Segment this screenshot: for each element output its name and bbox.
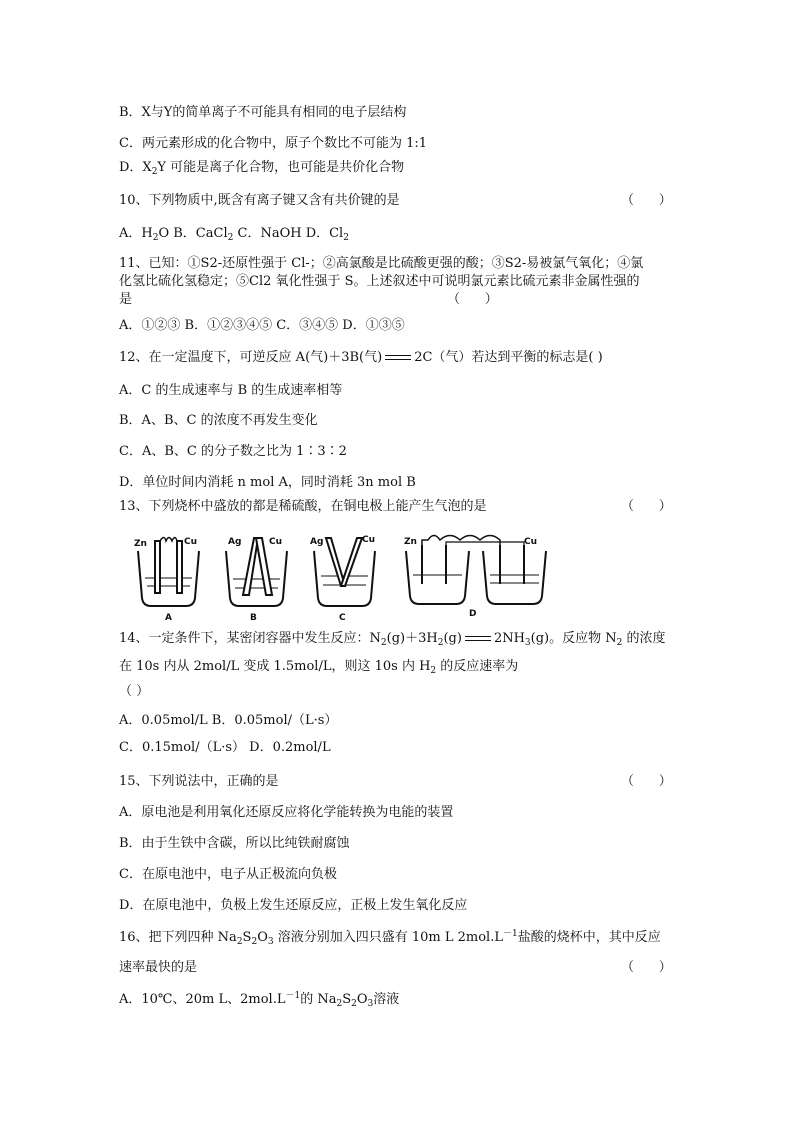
q11-line-1: 11、已知：①S2-还原性强于 Cl-；②高氯酸是比硫酸更强的酸；③S2-易被氯气氧化；④氯 xyxy=(119,256,644,271)
q14-line-1: 14、一定条件下，某密闭容器中发生反应：$N_2(g)+3H_2(g)$ $2NH_3(g)$。反应物 $N_2$ 的浓度 xyxy=(119,631,666,648)
q12-option-d: D．单位时间内消耗 n mol A，同时消耗 3n mol B xyxy=(119,475,416,490)
q10-stem: 10、下列物质中,既含有离子键又含有共价键的是 xyxy=(119,193,400,208)
beaker-d xyxy=(404,536,546,620)
equilibrium-arrow xyxy=(385,354,411,362)
q15-option-a: A．原电池是利用氧化还原反应将化学能转换为电能的装置 xyxy=(119,805,454,820)
q16-answer-blank: （ ） xyxy=(621,960,672,975)
q10-answer-blank: （ ） xyxy=(621,193,672,208)
label-ag-c: Ag xyxy=(310,537,324,547)
label-b: B xyxy=(250,613,257,622)
q14-options-ab: A．0.05mol/L B．0.05mol/（L·s） xyxy=(119,713,338,728)
q16-option-a: A．10℃、20m L、$2mol.L^{-1}$的 $Na_2S_2O_3$溶液 xyxy=(119,991,400,1009)
q12-option-b: B．A、B、C 的浓度不再发生变化 xyxy=(119,413,318,428)
label-cu-a: Cu xyxy=(184,537,198,547)
label-cu-d: Cu xyxy=(524,537,538,547)
q9-option-d: D．$X_2Y$ 可能是离子化合物，也可能是共价化合物 xyxy=(119,160,405,177)
reaction-arrow xyxy=(465,635,491,643)
label-a: A xyxy=(165,613,172,622)
label-c: C xyxy=(339,613,346,622)
beaker-c xyxy=(310,535,375,622)
label-cu-b: Cu xyxy=(269,537,283,547)
label-ag-b: Ag xyxy=(228,537,242,547)
q13-answer-blank: （ ） xyxy=(621,499,672,514)
q16-line-1: 16、把下列四种 $Na_2S_2O_3$ 溶液分别加入四只盛有 10m L $2mol.L^{-1}$盐酸的烧杯中，其中反应 xyxy=(119,929,661,947)
q15-option-d: D．在原电池中，负极上发生还原反应，正极上发生氧化反应 xyxy=(119,898,468,913)
q14-line-2: 在 10s 内从 2mol/L 变成 1.5mol/L，则这 10s 内 $H_2$ 的反应速率为 xyxy=(119,659,519,676)
q16-line-2: 速率最快的是 xyxy=(119,960,198,975)
q15-answer-blank: （ ） xyxy=(621,774,672,789)
q11-options: A．①②③ B．①②③④⑤ C．③④⑤ D．①③⑤ xyxy=(119,318,405,333)
q15-option-b: B．由于生铁中含碳，所以比纯铁耐腐蚀 xyxy=(119,836,350,851)
label-d: D xyxy=(469,609,477,619)
q11-answer-blank: （ ） xyxy=(447,292,498,307)
beaker-a xyxy=(134,537,199,622)
beaker-b xyxy=(226,537,287,622)
q14-options-cd: C．0.15mol/（L·s） D．0.2mol/L xyxy=(119,740,331,755)
q14-answer-blank: （ ） xyxy=(119,684,150,699)
q11-line-3: 是 xyxy=(119,292,133,307)
label-zn-d: Zn xyxy=(404,537,417,547)
q12-option-a: A．C 的生成速率与 B 的生成速率相等 xyxy=(119,383,343,398)
q15-stem: 15、下列说法中，正确的是 xyxy=(119,774,279,789)
q13-stem: 13、下列烧杯中盛放的都是稀硫酸，在铜电极上能产生气泡的是 xyxy=(119,499,487,514)
q9-option-c: C．两元素形成的化合物中，原子个数比不可能为 1:1 xyxy=(119,136,428,151)
q9-option-b: B．X与Y的简单离子不可能具有相同的电子层结构 xyxy=(119,105,407,120)
beaker-figure xyxy=(126,528,556,622)
q15-option-c: C．在原电池中，电子从正极流向负极 xyxy=(119,867,337,882)
q10-options: A．$H_2O$ B．CaCl$_2$ C．NaOH D．$Cl_2$ xyxy=(119,226,349,243)
q11-line-2: 化氢比硫化氢稳定；⑤Cl2 氧化性强于 S。上述叙述中可说明氯元素比硫元素非金属性强的 xyxy=(119,274,640,289)
label-cu-c: Cu xyxy=(362,535,376,545)
label-zn-a: Zn xyxy=(134,539,147,549)
q12-option-c: C．A、B、C 的分子数之比为 1∶3∶2 xyxy=(119,444,347,459)
q12-stem: 12、在一定温度下，可逆反应 A(气)＋3B(气) 2C（气）若达到平衡的标志是( ) xyxy=(119,350,603,365)
